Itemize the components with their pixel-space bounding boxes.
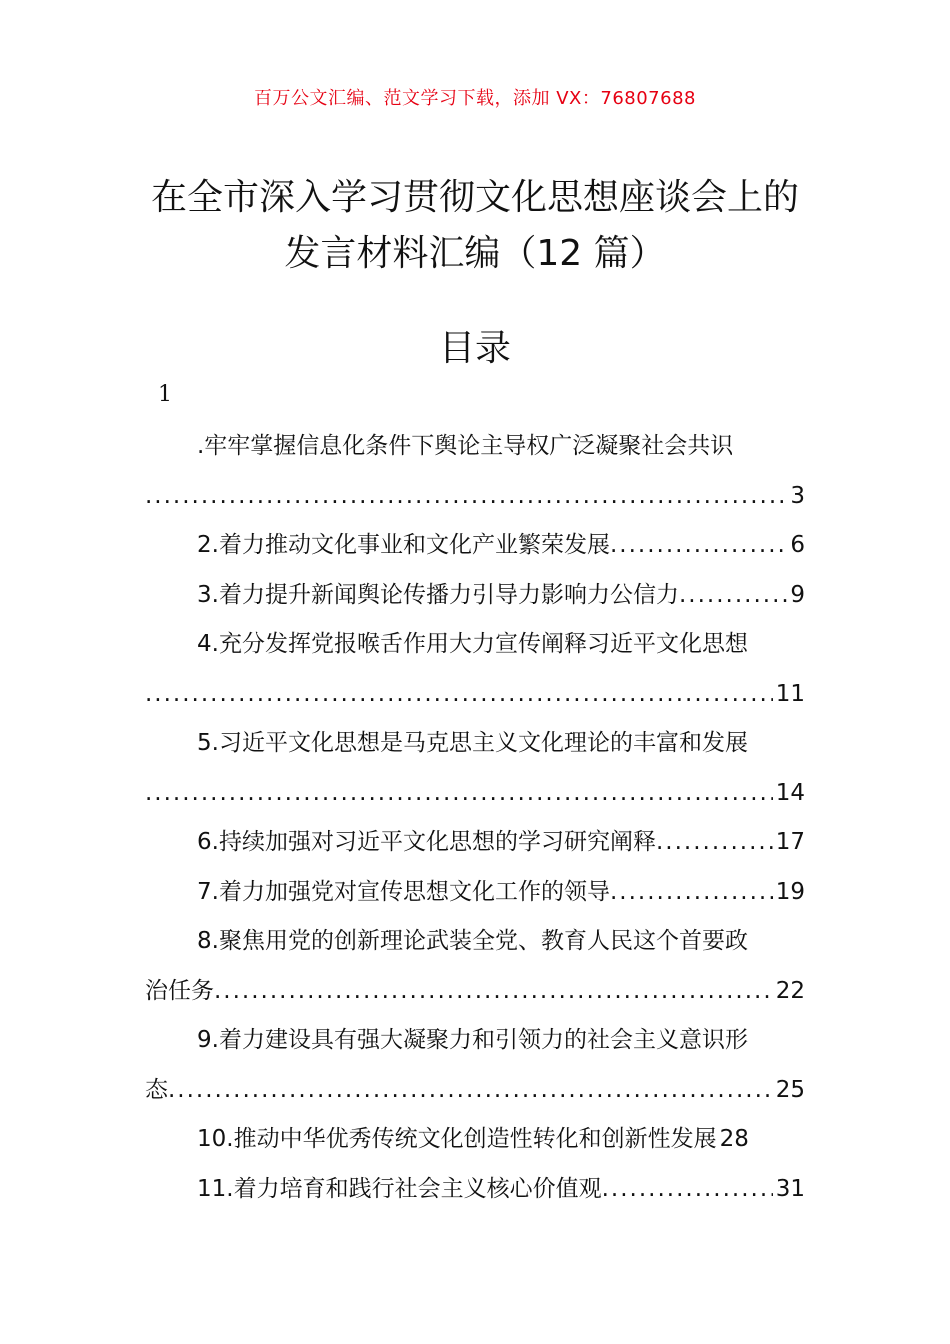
document-title [0, 170, 950, 282]
toc-item-10[interactable] [145, 1115, 805, 1165]
toc-item-title: 10.推动中华优秀传统文化创造性转化和创新性发展 [197, 1126, 717, 1152]
toc-item-5-continued[interactable] [145, 769, 805, 819]
title-line-2: 发言材料汇编（12 篇） [284, 233, 666, 274]
toc-page-number: 14 [775, 779, 805, 806]
toc-page-number: 28 [719, 1126, 749, 1152]
toc-page-number: 11 [775, 680, 805, 707]
watermark-header: 百万公文汇编、范文学习下载，添加 VX：76807688 [254, 88, 696, 109]
toc-item-4-continued[interactable] [145, 670, 805, 720]
leader-dots [145, 769, 773, 819]
toc-item-9-continued[interactable] [145, 1066, 805, 1116]
toc-item-8[interactable] [145, 917, 805, 967]
toc-page-number: 22 [775, 977, 805, 1004]
toc-item-1-continued[interactable] [145, 472, 805, 522]
toc-page-number: 19 [775, 878, 805, 905]
toc-item-4[interactable] [145, 620, 805, 670]
toc-item-title-cont: 态 [145, 1076, 168, 1103]
leader-dots [214, 967, 773, 1017]
toc-item-5[interactable] [145, 719, 805, 769]
toc-page-number: 3 [790, 482, 805, 509]
leader-dots [602, 1165, 773, 1215]
leader-dots [656, 818, 773, 868]
toc-first-number: 1 [158, 382, 172, 407]
leader-dots [679, 571, 787, 621]
title-line-1: 在全市深入学习贯彻文化思想座谈会上的 [150, 177, 799, 218]
toc-item-title: .牢牢掌握信息化条件下舆论主导权广泛凝聚社会共识 [197, 433, 734, 459]
leader-dots [610, 521, 787, 571]
toc-item-1[interactable] [145, 422, 805, 472]
toc-item-title: 2.着力推动文化事业和文化产业繁荣发展 [197, 532, 610, 558]
toc-page-number: 17 [775, 829, 805, 855]
toc-item-title: 7.着力加强党对宣传思想文化工作的领导 [197, 878, 610, 905]
leader-dots [168, 1066, 773, 1116]
toc-item-title: 8.聚焦用党的创新理论武装全党、教育人民这个首要政 [197, 928, 748, 954]
toc-item-title: 11.着力培育和践行社会主义核心价值观 [197, 1175, 602, 1202]
toc-page-number: 31 [775, 1175, 805, 1202]
toc-item-title: 6.持续加强对习近平文化思想的学习研究阐释 [197, 829, 656, 855]
toc-item-title: 9.着力建设具有强大凝聚力和引领力的社会主义意识形 [197, 1027, 748, 1053]
toc-item-title: 4.充分发挥党报喉舌作用大力宣传阐释习近平文化思想 [197, 631, 748, 657]
toc-page-number: 25 [775, 1076, 805, 1103]
toc-item-3[interactable] [145, 571, 805, 621]
toc-item-title-cont: 治任务 [145, 977, 214, 1004]
toc-item-6[interactable] [145, 818, 805, 868]
toc-item-7[interactable] [145, 868, 805, 918]
toc-item-9[interactable] [145, 1016, 805, 1066]
toc-item-title: 5.习近平文化思想是马克思主义文化理论的丰富和发展 [197, 730, 748, 756]
toc-item-11[interactable] [145, 1165, 805, 1215]
leader-dots [610, 868, 773, 918]
leader-dots [145, 472, 787, 522]
toc-item-2[interactable] [145, 521, 805, 571]
toc-item-title: 3.着力提升新闻舆论传播力引导力影响力公信力 [197, 581, 679, 608]
toc-page-number: 9 [790, 581, 805, 608]
leader-dots [145, 670, 773, 720]
toc-item-8-continued[interactable] [145, 967, 805, 1017]
toc-page-number: 6 [790, 532, 805, 558]
toc-heading: 目录 [438, 328, 511, 369]
table-of-contents [145, 422, 805, 1214]
